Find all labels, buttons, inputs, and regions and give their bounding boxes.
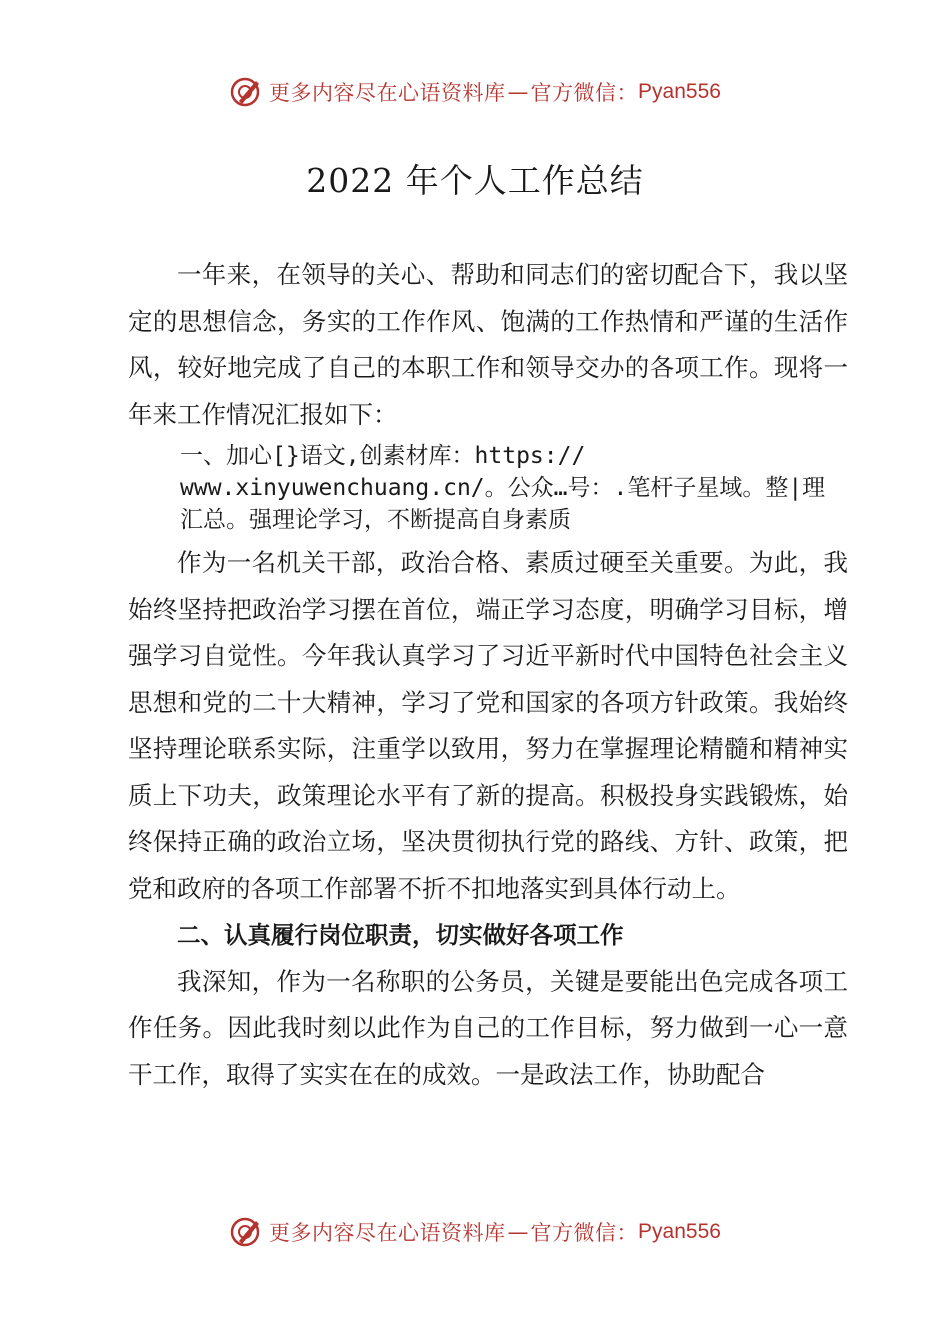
document-body xyxy=(128,252,848,1098)
banner-separator: — xyxy=(507,1220,529,1244)
section2-heading: 二、认真履行岗位职责，切实做好各项工作 xyxy=(177,921,624,949)
section1-heading-ad-block xyxy=(128,440,848,536)
ad-line-1: 一、加心[}语文,创素材库：https:// xyxy=(180,443,586,469)
ad-line-3: 汇总。强理论学习，不断提高自身素质 xyxy=(180,507,571,533)
banner-text: 更多内容尽在心语资料库 xyxy=(269,81,506,105)
intro-paragraph: 一年来，在领导的关心、帮助和同志们的密切配合下，我以坚定的思想信念，务实的工作作风、饱满的工作热情和严谨的生活作风，较好地完成了自己的本职工作和领导交办的各项工作。现将一年来工作情况汇报如下： xyxy=(128,260,848,429)
banner-separator: — xyxy=(507,80,529,104)
header-banner xyxy=(0,72,950,112)
banner-wechat-id: Pyan556 xyxy=(638,1220,721,1243)
footer-banner xyxy=(0,1212,950,1252)
pen-logo-icon xyxy=(229,1215,263,1249)
banner-wechat-label: 官方微信： xyxy=(530,1221,639,1245)
ad-line-2: www.xinyuwenchuang.cn/。公众…号：.笔杆子星域。整|理 xyxy=(180,475,826,501)
banner-wechat-label: 官方微信： xyxy=(530,81,639,105)
section2-paragraph: 我深知，作为一名称职的公务员，关键是要能出色完成各项工作任务。因此我时刻以此作为自己的工作目标，努力做到一心一意干工作，取得了实实在在的成效。一是政法工作，协助配合 xyxy=(128,966,848,1089)
pen-logo-icon xyxy=(229,75,263,109)
banner-text: 更多内容尽在心语资料库 xyxy=(269,1221,506,1245)
section1-paragraph: 作为一名机关干部，政治合格、素质过硬至关重要。为此，我始终坚持把政治学习摆在首位，端正学习态度，明确学习目标，增强学习自觉性。今年我认真学习了习近平新时代中国特色社会主义思想和党的二十大精神，学习了党和国家的各项方针政策。我始终坚持理论联系实际，注重学以致用，努力在掌握理论精髓和精神实质上下功夫，政策理论水平有了新的提高。积极投身实践锻炼，始终保持正确的政治立场，坚决贯彻执行党的路线、方针、政策，把党和政府的各项工作部署不折不扣地落实到具体行动上。 xyxy=(128,548,848,903)
document-title: 2022 年个人工作总结 xyxy=(306,161,644,200)
banner-wechat-id: Pyan556 xyxy=(638,80,721,103)
